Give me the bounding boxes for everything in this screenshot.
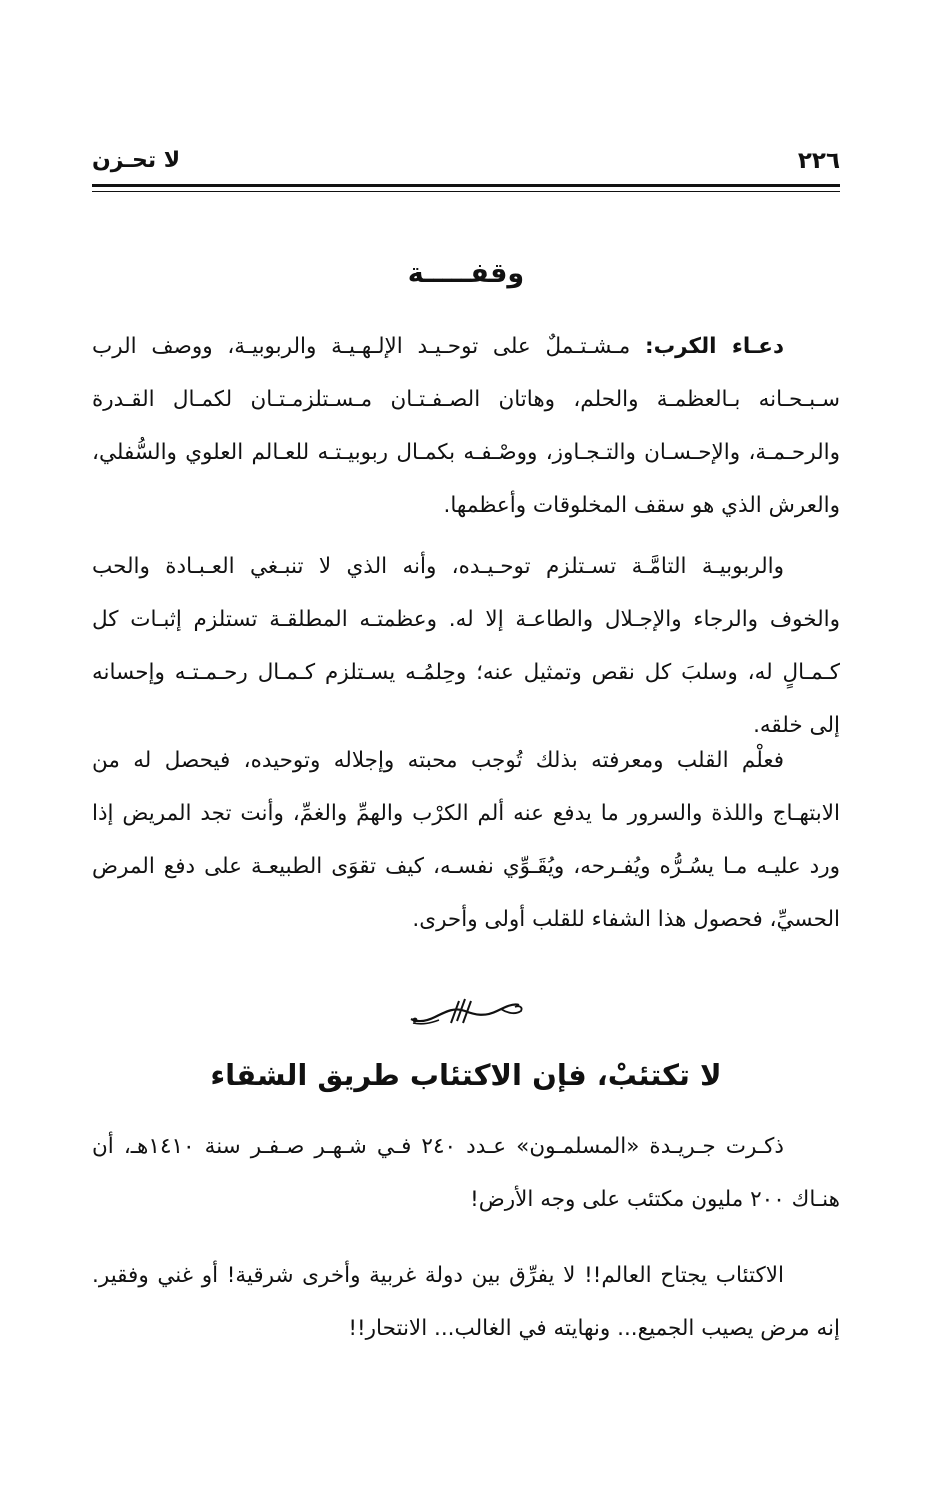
paragraph-text: فعلْم القلب ومعرفته بذلك تُوجب محبته وإجلاله وتوحيده، فيحصل له من الابتهـاج واللذة والسرور ما يدفع عنه ألم الكرْب والهمِّ والغمِّ، وأنت تجد المريض إذا ورد عليـه مـا يسُـرُّه ويُفـرحه، ويُقَـوِّي نفسـه، كيف تقوَى الطبيعـة على دفع المرض الحسيِّ، فحصول هذا الشفاء للقلب أولى وأحرى. xyxy=(92,748,840,932)
paragraph xyxy=(92,734,840,946)
paragraph xyxy=(92,540,840,752)
paragraph-text: والربوبيـة التامَّـة تسـتلزم توحـيـده، وأنه الذي لا تنبـغي العـبـادة والحب والخوف والرجاء والإجـلال والطاعـة إلا له. وعظمتـه المطلقـة تستلزم إثبـات كل كـمـالٍ له، وسلبَ كل نقص وتمثيل عنه؛ وحِلمُـه يسـتلزم كـمـال رحـمـتـه وإحسانه إلى خلقه. xyxy=(92,554,840,738)
paragraph xyxy=(92,1120,840,1226)
paragraph-text: ذكـرت جـريـدة «المسلمـون» عـدد ٢٤٠ فـي شـهـر صـفـر سنة ١٤١٠هـ، أن هنـاك ٢٠٠ مليون مكتئب على وجه الأرض! xyxy=(92,1134,840,1212)
page-number: ٢٢٦ xyxy=(797,148,840,174)
section-divider-ornament-icon xyxy=(405,993,525,1029)
paragraph-text: الاكتئاب يجتاح العالم!! لا يفرِّق بين دولة غربية وأخرى شرقية! أو غني وفقير. إنه مرض يصيب الجميع... ونهايته في الغالب... الانتحار!! xyxy=(92,1263,840,1341)
paragraph xyxy=(92,320,840,532)
page-header xyxy=(92,148,840,178)
paragraph-text: مـشـتـملٌ على توحـيـد الإلـهـيـة والربوبيـة، ووصف الرب سـبـحـانه بـالعظمـة والحلم، وهاتان الصـفـتـان مـسـتلزمـتـان لكمـال القـدرة والرحـمـة، والإحـسـان والتـجـاوز، ووصْـفـه بكمـال ربوبيـتـه للعـالم العلوي والسُّفلي، والعرش الذي هو سقف المخلوقات وأعظمها. xyxy=(92,334,840,518)
header-divider xyxy=(92,184,840,187)
section-heading: وقفـــــة xyxy=(407,258,525,289)
section-heading: لا تكتئبْ، فإن الاكتئاب طريق الشقاء xyxy=(210,1058,722,1092)
paragraph-lead: دعـاء الكرب: xyxy=(644,334,784,359)
paragraph xyxy=(92,1249,840,1355)
header-divider-thin xyxy=(92,191,840,192)
book-title: لا تحـزن xyxy=(92,148,181,173)
